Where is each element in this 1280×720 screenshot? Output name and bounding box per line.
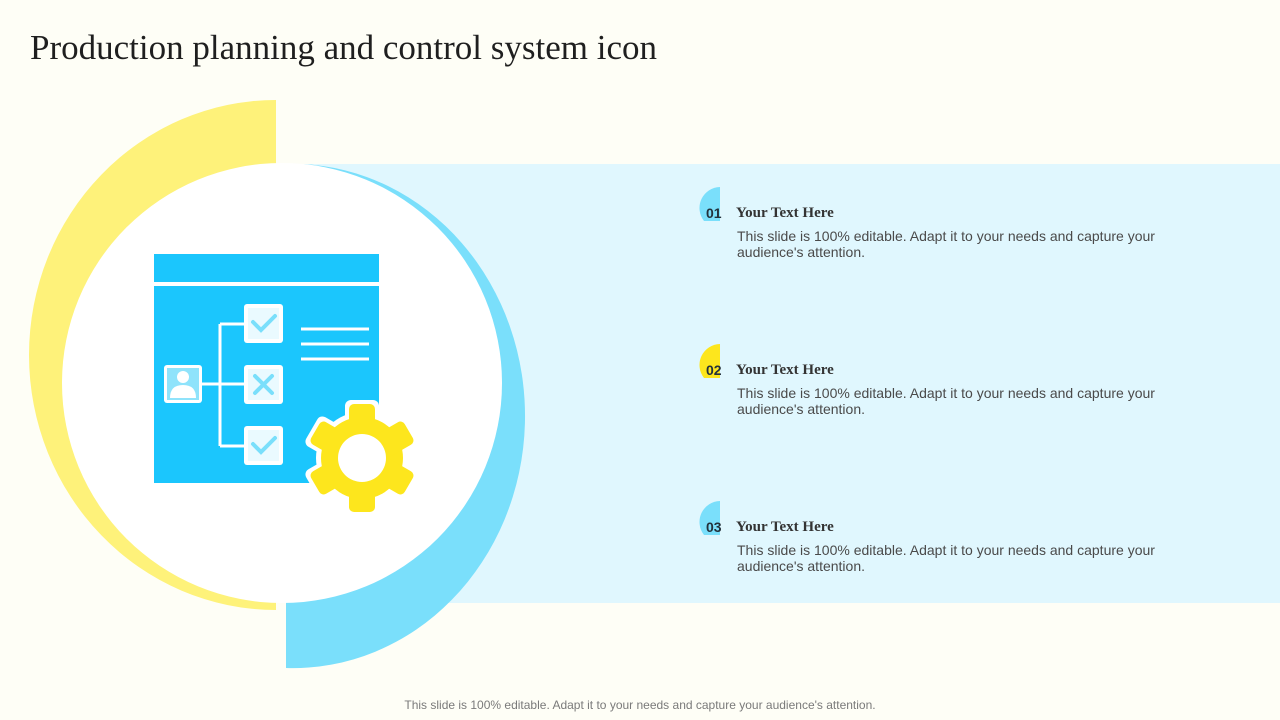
item-number: 01 bbox=[706, 205, 722, 221]
list-item bbox=[699, 187, 1179, 277]
item-heading: Your Text Here bbox=[736, 519, 834, 535]
item-heading: Your Text Here bbox=[736, 362, 834, 378]
item-body: This slide is 100% editable. Adapt it to your needs and capture your audience's attention. bbox=[737, 542, 1155, 574]
item-heading: Your Text Here bbox=[736, 205, 834, 221]
slide-title: Production planning and control system icon bbox=[30, 28, 657, 67]
cross-icon bbox=[244, 365, 283, 404]
list-item bbox=[699, 501, 1179, 591]
gear-icon bbox=[303, 400, 420, 516]
check-icon bbox=[244, 426, 283, 465]
item-body: This slide is 100% editable. Adapt it to your needs and capture your audience's attention. bbox=[737, 228, 1155, 260]
item-number: 02 bbox=[706, 362, 722, 378]
list-item bbox=[699, 344, 1179, 434]
item-body: This slide is 100% editable. Adapt it to your needs and capture your audience's attention. bbox=[737, 385, 1155, 417]
board-header bbox=[154, 254, 379, 282]
hero-illustration bbox=[0, 0, 560, 720]
check-icon bbox=[244, 304, 283, 343]
user-icon bbox=[164, 365, 202, 403]
footer-note: This slide is 100% editable. Adapt it to your needs and capture your audience's attention. bbox=[404, 698, 876, 712]
item-number: 03 bbox=[706, 519, 722, 535]
